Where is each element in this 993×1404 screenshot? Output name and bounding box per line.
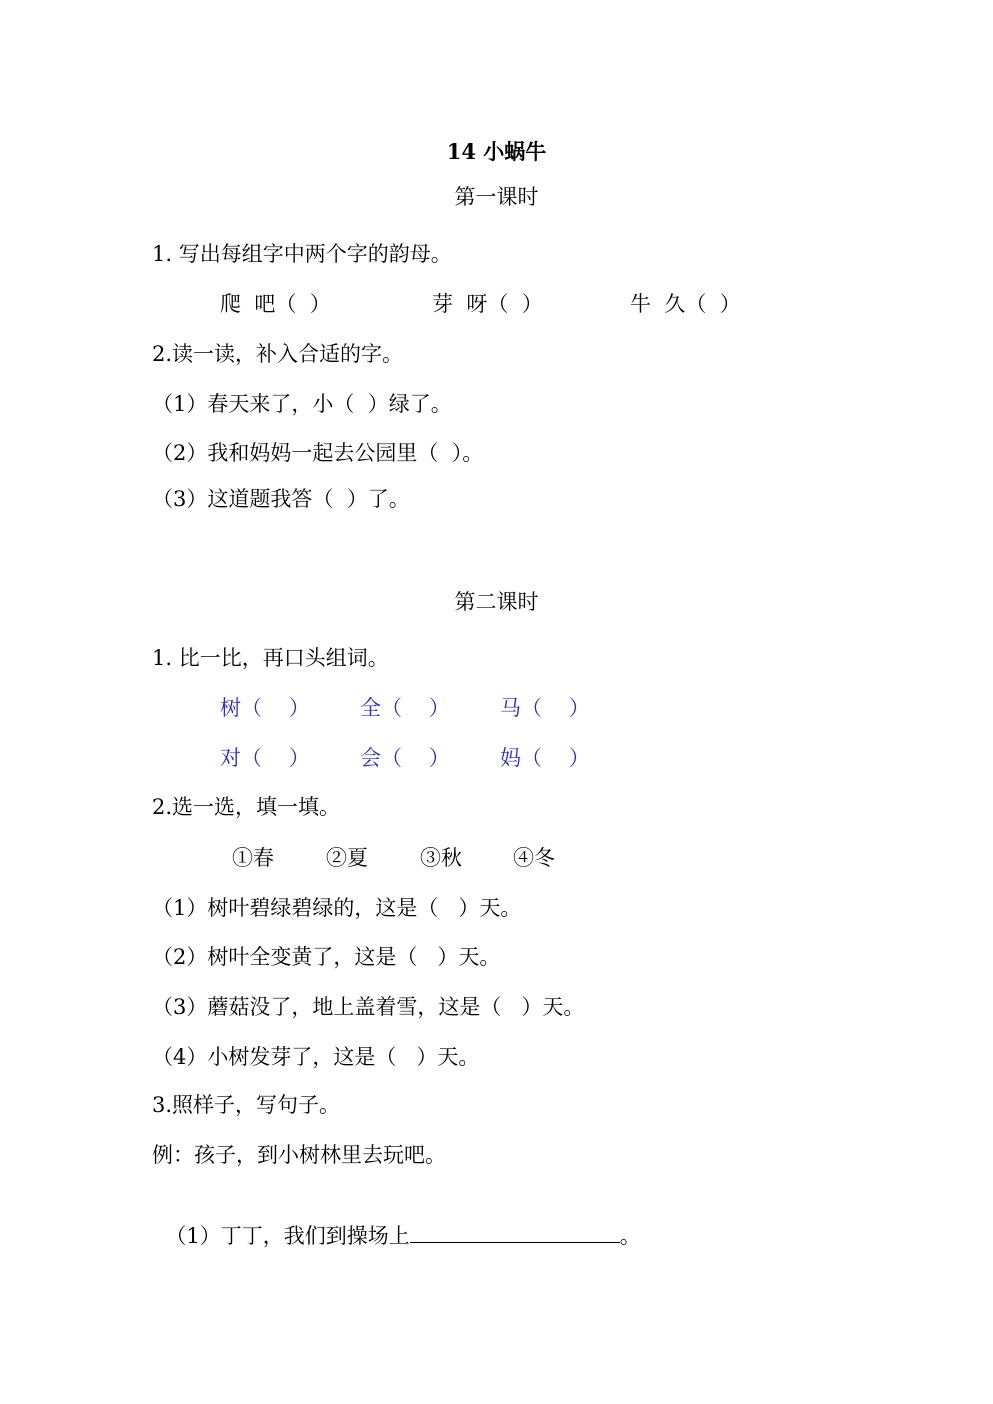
- lesson2-q2-option: ②夏: [326, 846, 368, 870]
- lesson2-q2-option: ④冬: [513, 846, 555, 870]
- lesson1-q2-item: （1）春天来了，小（ ）绿了。: [152, 392, 452, 416]
- lesson2-q1-word: 树（ ）: [220, 696, 310, 720]
- answer-blank-line[interactable]: [410, 1220, 620, 1243]
- lesson1-q2-item: （3）这道题我答（ ）了。: [152, 487, 410, 511]
- lesson1-q1-item: 芽 呀（ ）: [432, 292, 543, 316]
- lesson2-q2-option: ①春: [232, 846, 274, 870]
- lesson2-q3-example: 例：孩子，到小树林里去玩吧。: [152, 1143, 446, 1167]
- lesson1-q1-item: 爬 吧（ ）: [220, 292, 331, 316]
- lesson1-q2-prompt: 2.读一读，补入合适的字。: [152, 342, 404, 366]
- lesson1-q1-item: 牛 久（ ）: [630, 292, 741, 316]
- lesson2-q1-word: 全（ ）: [360, 696, 450, 720]
- lesson2-q1-word: 妈（ ）: [500, 746, 590, 770]
- lesson2-q3-item-suffix: 。: [619, 1224, 641, 1248]
- lesson2-q1-prompt: 1. 比一比，再口头组词。: [152, 646, 389, 670]
- lesson1-heading: 第一课时: [454, 185, 539, 209]
- lesson2-q2-option: ③秋: [420, 846, 462, 870]
- lesson2-heading: 第二课时: [454, 590, 539, 614]
- lesson2-q2-prompt: 2.选一选，填一填。: [152, 795, 341, 819]
- lesson1-q2-item: （2）我和妈妈一起去公园里（ ）。: [152, 441, 484, 465]
- lesson2-q2-item: （4）小树发芽了，这是（ ）天。: [152, 1045, 480, 1069]
- lesson2-q2-item: （2）树叶全变黄了，这是（ ）天。: [152, 945, 501, 969]
- page-title: 14 小蜗牛: [446, 139, 547, 164]
- lesson2-q1-word: 对（ ）: [220, 746, 310, 770]
- lesson2-q2-item: （3）蘑菇没了，地上盖着雪，这是（ ）天。: [152, 995, 585, 1019]
- lesson2-q3-item-prefix: （1）丁丁，我们到操场上: [165, 1224, 410, 1248]
- lesson2-q1-word: 马（ ）: [500, 696, 590, 720]
- lesson1-q1-prompt: 1. 写出每组字中两个字的韵母。: [152, 242, 452, 266]
- lesson2-q1-word: 会（ ）: [360, 746, 450, 770]
- lesson2-q3-item: [152, 1192, 641, 1250]
- lesson2-q2-item: （1）树叶碧绿碧绿的，这是（ ）天。: [152, 896, 522, 920]
- lesson2-q3-prompt: 3.照样子，写句子。: [152, 1093, 341, 1117]
